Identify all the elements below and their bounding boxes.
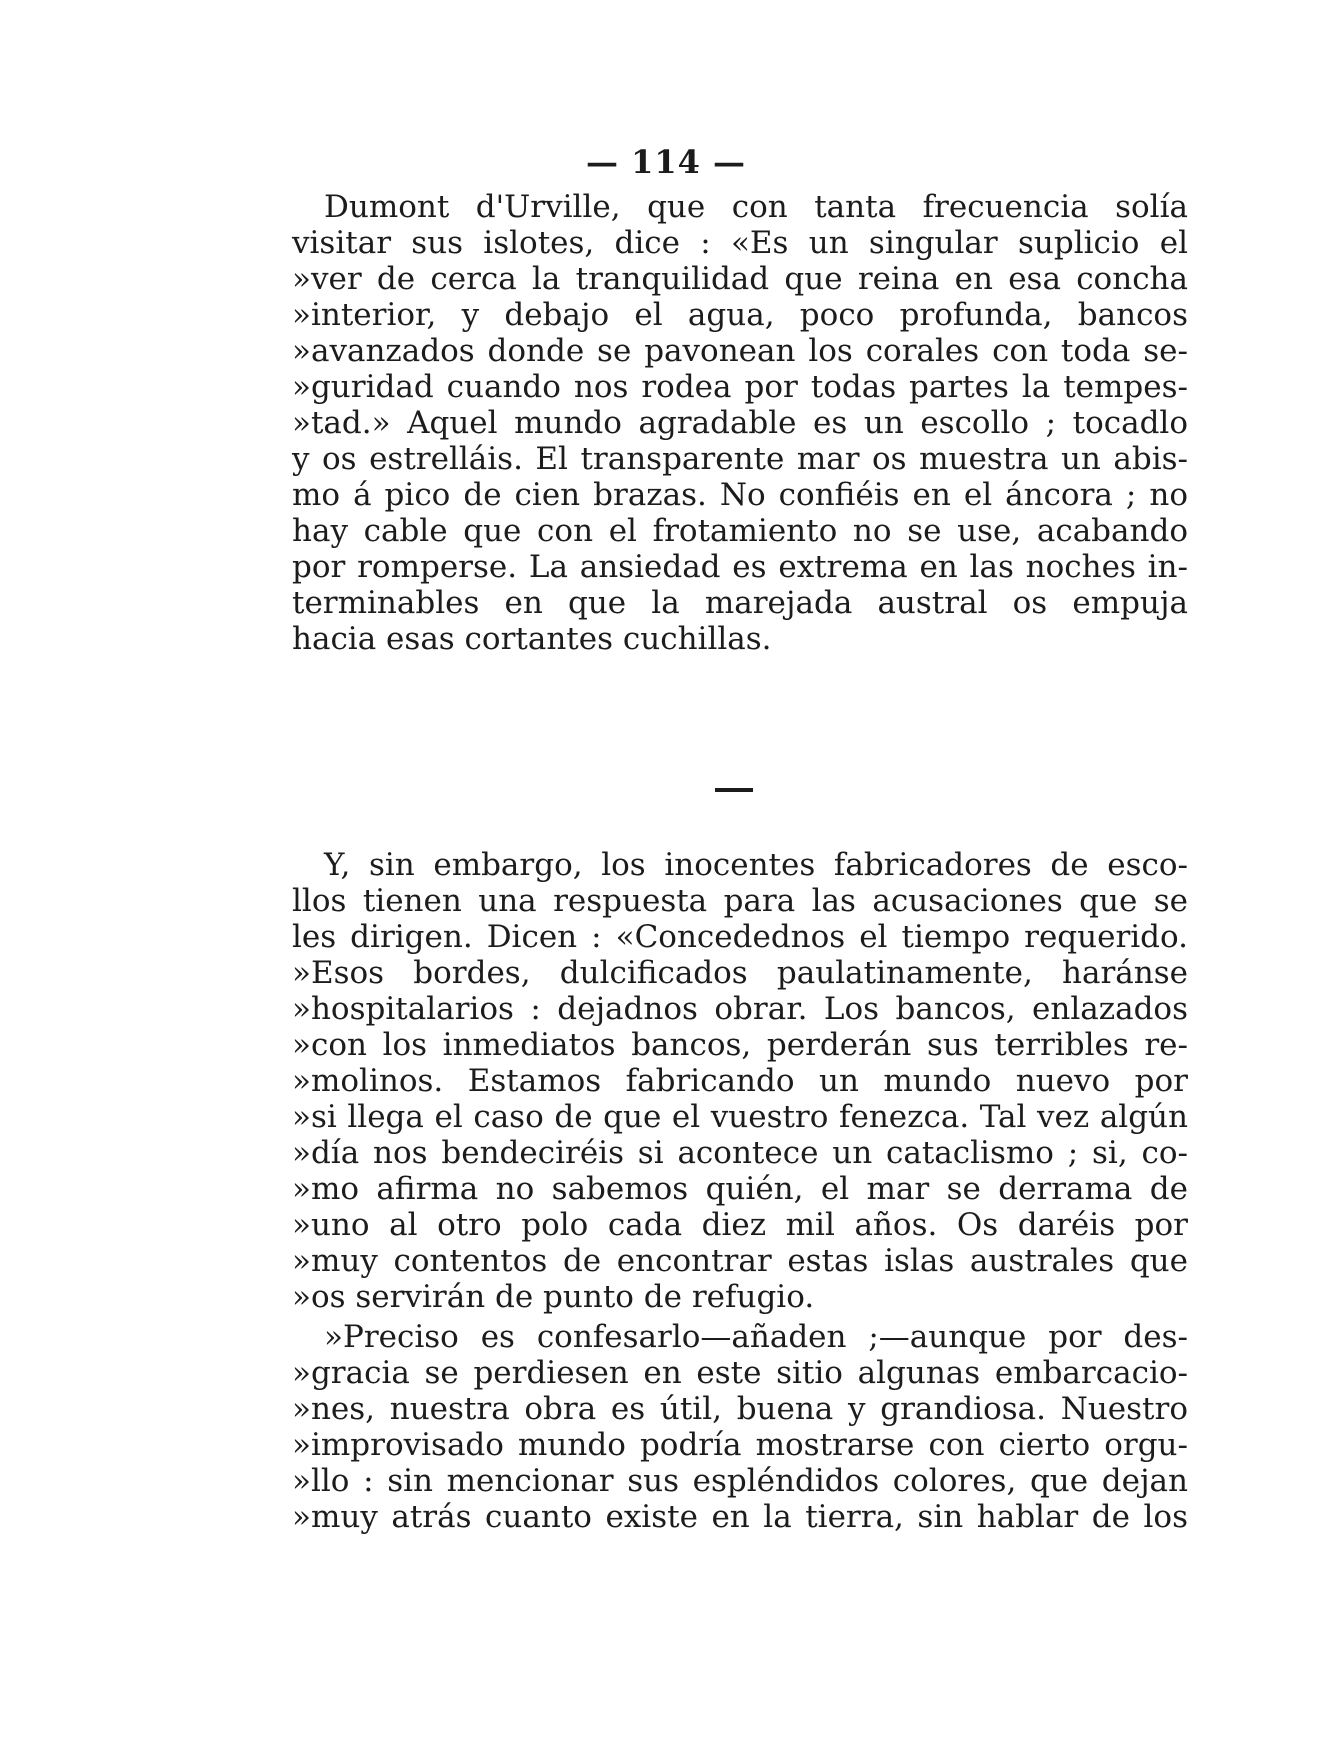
text-line: »Preciso es confesarlo—añaden ;—aunque por des- <box>324 1319 1188 1355</box>
text-line: hay cable que con el frotamiento no se use, acabando <box>292 513 1188 549</box>
text-line: visitar sus islotes, dice : «Es un singular suplicio el <box>292 225 1188 261</box>
text-line: »molinos. Estamos fabricando un mundo nuevo por <box>292 1063 1188 1099</box>
text-line: »guridad cuando nos rodea por todas partes la tempes- <box>292 369 1188 405</box>
page-number: — 114 — <box>585 143 747 181</box>
text-line: »día nos bendeciréis si acontece un cataclismo ; si, co- <box>292 1135 1188 1171</box>
text-line: mo á pico de cien brazas. No confiéis en el áncora ; no <box>292 477 1188 513</box>
text-line: »uno al otro polo cada diez mil años. Os daréis por <box>292 1207 1188 1243</box>
text-line: Dumont d'Urville, que con tanta frecuencia solía <box>324 189 1188 225</box>
text-line: hacia esas cortantes cuchillas. <box>292 621 772 657</box>
text-line: »llo : sin mencionar sus espléndidos colores, que dejan <box>292 1463 1188 1499</box>
text-line: »muy contentos de encontrar estas islas australes que <box>292 1243 1188 1279</box>
text-line: »tad.» Aquel mundo agradable es un escollo ; tocadlo <box>292 405 1188 441</box>
text-line: Y, sin embargo, los inocentes fabricadores de esco- <box>324 847 1188 883</box>
text-line: »mo afirma no sabemos quién, el mar se derrama de <box>292 1171 1188 1207</box>
text-line: »ver de cerca la tranquilidad que reina en esa concha <box>292 261 1188 297</box>
text-line: »con los inmediatos bancos, perderán sus terribles re- <box>292 1027 1188 1063</box>
text-line: »os servirán de punto de refugio. <box>292 1279 815 1315</box>
text-line: »si llega el caso de que el vuestro fenezca. Tal vez algún <box>292 1099 1188 1135</box>
text-line: »avanzados donde se pavonean los corales con toda se- <box>292 333 1188 369</box>
text-line: »gracia se perdiesen en este sitio algunas embarcacio- <box>292 1355 1188 1391</box>
text-line: llos tienen una respuesta para las acusaciones que se <box>292 883 1188 919</box>
text-line: »improvisado mundo podría mostrarse con cierto orgu- <box>292 1427 1188 1463</box>
text-line: les dirigen. Dicen : «Concedednos el tiempo requerido. <box>292 919 1188 955</box>
text-line: terminables en que la marejada austral os empuja <box>292 585 1188 621</box>
text-line: »Esos bordes, dulcificados paulatinamente, haránse <box>292 955 1188 991</box>
text-line: »nes, nuestra obra es útil, buena y grandiosa. Nuestro <box>292 1391 1188 1427</box>
text-line: y os estrelláis. El transparente mar os muestra un abis- <box>292 441 1188 477</box>
text-line: »muy atrás cuanto existe en la tierra, sin hablar de los <box>292 1499 1188 1535</box>
text-line: por romperse. La ansiedad es extrema en las noches in- <box>292 549 1188 585</box>
section-break <box>715 788 753 792</box>
text-line: »interior, y debajo el agua, poco profunda, bancos <box>292 297 1188 333</box>
text-line: »hospitalarios : dejadnos obrar. Los bancos, enlazados <box>292 991 1188 1027</box>
